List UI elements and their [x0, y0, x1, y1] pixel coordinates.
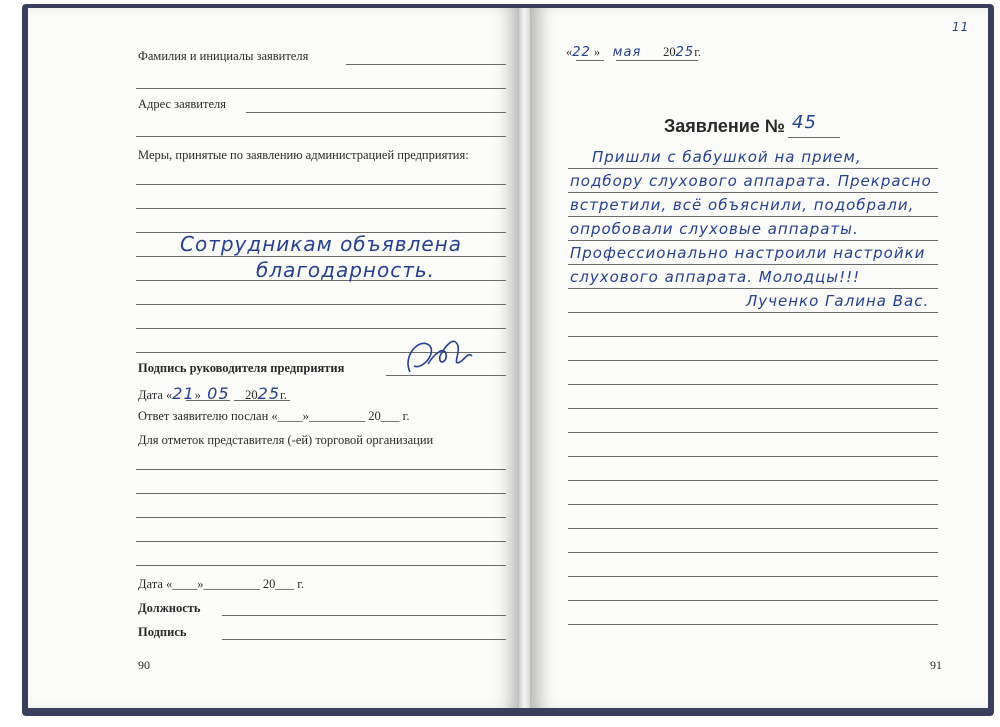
marks-line-3 [136, 517, 506, 518]
date-prefix: Дата « [138, 388, 173, 402]
date-mid: » [194, 388, 201, 402]
right-date-day: 22 [572, 45, 591, 60]
date-month: 05 [207, 384, 230, 403]
body-line-20 [568, 624, 938, 625]
measures-handwritten-1: Сотрудникам объявлена [180, 232, 463, 256]
position-label: Должность [138, 601, 201, 615]
right-date-suffix: г. [694, 45, 702, 59]
body-line-9 [568, 360, 938, 361]
body-line-19 [568, 600, 938, 601]
marks-label: Для отметок представителя (-ей) торговой организации [138, 433, 434, 447]
body-line-14 [568, 480, 938, 481]
statement-text-1: Пришли с бабушкой на прием, [592, 148, 862, 166]
marks-line-1 [136, 469, 506, 470]
body-line-10 [568, 384, 938, 385]
right-date-month-line [616, 60, 698, 61]
statement-text-5: Профессионально настроили настройки [570, 244, 926, 262]
measures-label: Меры, принятые по заявлению администрацией предприятия: [138, 148, 469, 162]
measures-line-2 [136, 208, 506, 209]
measures-line-6 [136, 304, 506, 305]
measures-line-1 [136, 184, 506, 185]
position-line [222, 615, 506, 616]
marks-line-4 [136, 541, 506, 542]
date-blank-label: Дата «____»_________ 20___ г. [138, 577, 305, 591]
page-number-right: 91 [930, 658, 942, 672]
marks-line-5 [136, 565, 506, 566]
name-line-2 [136, 88, 506, 89]
body-line-11 [568, 408, 938, 409]
body-line-2 [568, 192, 938, 193]
body-line-16 [568, 528, 938, 529]
statement-text-3: встретили, всё объяснили, подобрали, [570, 196, 915, 214]
date-year: 25 [257, 384, 280, 403]
body-line-18 [568, 576, 938, 577]
body-line-15 [568, 504, 938, 505]
date-day-line [186, 400, 230, 401]
body-line-8 [568, 336, 938, 337]
date-month-line [234, 400, 290, 401]
statement-signature: Лученко Галина Вас. [746, 292, 930, 310]
body-line-6 [568, 288, 938, 289]
right-page [530, 8, 988, 708]
body-line-1 [568, 168, 938, 169]
right-date-year: 25 [675, 45, 695, 60]
signature-label: Подпись [138, 625, 187, 639]
body-line-12 [568, 432, 938, 433]
reply-sent-label: Ответ заявителю послан «____»_________ 20___ г. [138, 409, 410, 423]
measures-line-4 [136, 256, 506, 257]
marks-line-2 [136, 493, 506, 494]
statement-number: 45 [792, 112, 817, 133]
body-line-17 [568, 552, 938, 553]
name-line [346, 64, 506, 65]
measures-handwritten-2: благодарность. [256, 258, 435, 282]
applicant-address-label: Адрес заявителя [138, 97, 226, 111]
body-line-13 [568, 456, 938, 457]
right-date-label [566, 45, 701, 60]
right-date-day-line [576, 60, 604, 61]
statement-text-4: опробовали слуховые аппараты. [570, 220, 859, 238]
date-day: 21 [172, 384, 195, 403]
body-line-3 [568, 216, 938, 217]
head-signature-image [400, 326, 476, 384]
head-signature-label: Подпись руководителя предприятия [138, 361, 345, 375]
signature-line [222, 639, 506, 640]
right-date-month: мая [612, 45, 642, 60]
right-date-close: » [593, 45, 601, 59]
right-date-open: « [566, 45, 573, 59]
body-line-5 [568, 264, 938, 265]
right-date-year-prefix: 20 [663, 45, 676, 59]
statement-title: Заявление № [664, 116, 785, 136]
address-line-2 [136, 136, 506, 137]
address-line [246, 112, 506, 113]
page-number-left: 90 [138, 658, 150, 672]
left-page [28, 8, 520, 708]
body-line-4 [568, 240, 938, 241]
statement-text-2: подбору слухового аппарата. Прекрасно [570, 172, 932, 190]
statement-number-line [788, 137, 840, 138]
corner-number: 11 [952, 20, 970, 34]
statement-text-6: слухового аппарата. Молодцы!!! [570, 268, 861, 286]
body-line-7 [568, 312, 938, 313]
applicant-name-label: Фамилия и инициалы заявителя [138, 49, 309, 63]
date-year-prefix: 20 [245, 388, 258, 402]
date-suffix: г. [280, 388, 287, 402]
